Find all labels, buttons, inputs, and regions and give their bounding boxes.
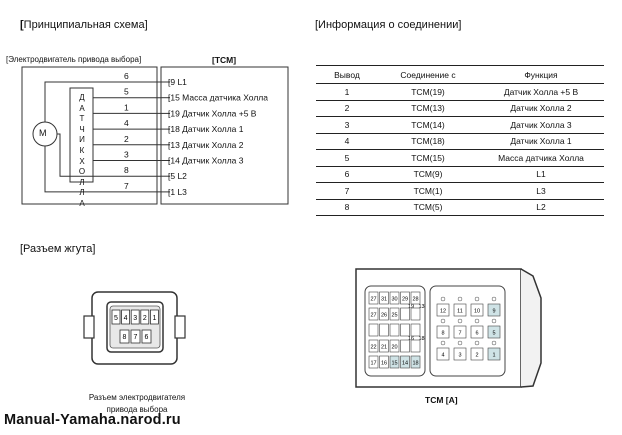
schematic-title: [Принципиальная схема] — [20, 19, 148, 31]
pin-number: 8 — [124, 165, 129, 176]
tcm-pin-label: 22 — [370, 344, 377, 351]
row-connection: TCM(13) — [378, 100, 478, 117]
header-pin: Вывод — [316, 66, 378, 84]
tcm-pin-label: 17 — [370, 360, 377, 367]
row-function: Датчик Холла 3 — [478, 117, 604, 134]
row-function: Датчик Холла 1 — [478, 133, 604, 150]
connection-row — [316, 133, 604, 150]
pin-number: 7 — [124, 180, 129, 191]
connection-row — [316, 199, 604, 216]
tcm-pin-label: 2 — [475, 352, 479, 359]
motor-pin-label: 5 — [114, 315, 118, 322]
tcm-pin-label: 28 — [412, 296, 419, 303]
tcm-pin-label: 8 — [441, 330, 445, 337]
tcm-pin-label: 15 — [391, 360, 398, 367]
pin-row-6 — [124, 71, 187, 87]
connection-table-header — [316, 66, 604, 84]
tcm-pin-label: 19 — [407, 304, 415, 310]
tcm-pin-label: 31 — [380, 296, 388, 303]
tcm-pin-label: 13 — [418, 304, 425, 310]
header-function: Функция — [478, 66, 604, 84]
tcm-caption: TCM [A] — [425, 395, 458, 405]
connection-table — [316, 65, 604, 216]
tcm-box — [161, 67, 288, 204]
row-function: L3 — [478, 183, 604, 200]
tcm-pin-label: 10 — [473, 308, 481, 315]
row-pin: 7 — [316, 183, 378, 200]
motor-connector-caption-line1: Разъем электродвигателя — [88, 393, 186, 402]
row-pin: 5 — [316, 150, 378, 167]
row-function: L1 — [478, 166, 604, 183]
connection-row — [316, 166, 604, 183]
tcm-pin-label: 30 — [391, 296, 398, 303]
row-function: L2 — [478, 199, 604, 216]
tcm-pin-label: [15 Масса датчика Холла — [168, 92, 268, 103]
tcm-pin-label: 1 — [492, 352, 496, 359]
pin-row-4 — [124, 118, 244, 134]
motor-connector — [82, 288, 187, 368]
pin-number: 1 — [124, 102, 129, 113]
pin-number: 2 — [124, 133, 129, 144]
connection-row — [316, 183, 604, 200]
connection-row — [316, 117, 604, 134]
tcm-pin-label: 6 — [475, 330, 479, 337]
pin-number: 5 — [124, 86, 129, 97]
row-connection: TCM(1) — [378, 183, 478, 200]
row-function: Датчик Холла +5 В — [478, 84, 604, 101]
tcm-pin-label: 25 — [391, 312, 398, 319]
tcm-pin-label: [1 L3 — [168, 186, 187, 197]
pin-number: 6 — [124, 71, 129, 81]
row-pin: 4 — [316, 133, 378, 150]
row-connection: TCM(9) — [378, 166, 478, 183]
tcm-pin-label: 27 — [370, 296, 377, 303]
tcm-pin-label: 20 — [391, 344, 398, 351]
tcm-pin-label: 3 — [458, 352, 462, 359]
tcm-connector — [355, 268, 545, 393]
tcm-pin-label: [9 L1 — [168, 77, 187, 87]
tcm-pin-label: 18 — [418, 336, 425, 342]
row-connection: TCM(14) — [378, 117, 478, 134]
tcm-pin-label: 12 — [439, 308, 447, 315]
pin-row-3 — [124, 150, 244, 166]
tcm-pin-label: 29 — [401, 296, 409, 303]
motor-pin-label: 1 — [152, 315, 157, 322]
connection-row — [316, 100, 604, 117]
tcm-pin-label: 27 — [370, 312, 377, 319]
motor-label: [Электродвигатель привода выбора] — [6, 55, 142, 64]
tcm-pin-label: 9 — [492, 308, 496, 315]
motor-connector-caption-line2: привода выбора — [106, 405, 168, 414]
motor-pin-label: 2 — [142, 315, 147, 322]
row-pin: 6 — [316, 166, 378, 183]
tcm-pin-label: 21 — [380, 344, 388, 351]
hall-sensor-label: Д А Т Ч И К Х О Л Л А — [78, 93, 86, 208]
pin-number: 4 — [124, 118, 129, 129]
tcm-pin-label: 18 — [412, 360, 419, 367]
motor-pin-label: 7 — [133, 334, 138, 341]
row-pin: 1 — [316, 84, 378, 101]
row-pin: 8 — [316, 199, 378, 216]
motor-pin-label: 4 — [123, 315, 128, 322]
tcm-label: [TCM] — [212, 55, 237, 65]
connection-row — [316, 84, 604, 101]
tcm-pin-label: 26 — [380, 312, 388, 319]
tcm-pin-label: 7 — [458, 330, 462, 337]
row-pin: 2 — [316, 100, 378, 117]
header-connection: Соединение с — [378, 66, 478, 84]
tcm-pin-label: 4 — [441, 352, 445, 359]
tcm-pin-label: 11 — [457, 308, 463, 315]
harness-title: [Разъем жгута] — [20, 243, 96, 255]
pin-row-2 — [124, 134, 244, 150]
tcm-pin-label: 16 — [380, 360, 388, 367]
motor-pin-label: 8 — [122, 334, 127, 341]
pin-row-7 — [124, 181, 187, 197]
tcm-pin-label: 14 — [401, 360, 409, 367]
tcm-pin-label: 5 — [492, 330, 496, 337]
tcm-pin-label: [19 Датчик Холла +5 В — [168, 108, 257, 119]
row-function: Масса датчика Холла — [478, 150, 604, 167]
motor-symbol: M — [39, 128, 47, 138]
tcm-pin-label: [5 L2 — [168, 171, 187, 182]
tcm-pin-label: 16 — [407, 336, 415, 342]
row-connection: TCM(5) — [378, 199, 478, 216]
tcm-pin-label: [13 Датчик Холла 2 — [168, 139, 244, 150]
row-function: Датчик Холла 2 — [478, 100, 604, 117]
watermark: Manual-Yamaha.narod.ru — [4, 412, 181, 428]
pin-row-8 — [124, 165, 187, 181]
tcm-pin-label: [14 Датчик Холла 3 — [168, 155, 244, 166]
motor-pin-label: 6 — [144, 334, 149, 341]
connection-row — [316, 150, 604, 167]
row-connection: TCM(19) — [378, 84, 478, 101]
connection-info-title: [Информация о соединении] — [315, 19, 462, 31]
tcm-pin-label: [18 Датчик Холла 1 — [168, 124, 244, 135]
row-connection: TCM(15) — [378, 150, 478, 167]
motor-pin-label: 3 — [133, 315, 138, 322]
pin-row-5 — [124, 87, 268, 103]
row-connection: TCM(18) — [378, 133, 478, 150]
row-pin: 3 — [316, 117, 378, 134]
pin-row-1 — [124, 102, 257, 118]
pin-number: 3 — [124, 149, 129, 160]
